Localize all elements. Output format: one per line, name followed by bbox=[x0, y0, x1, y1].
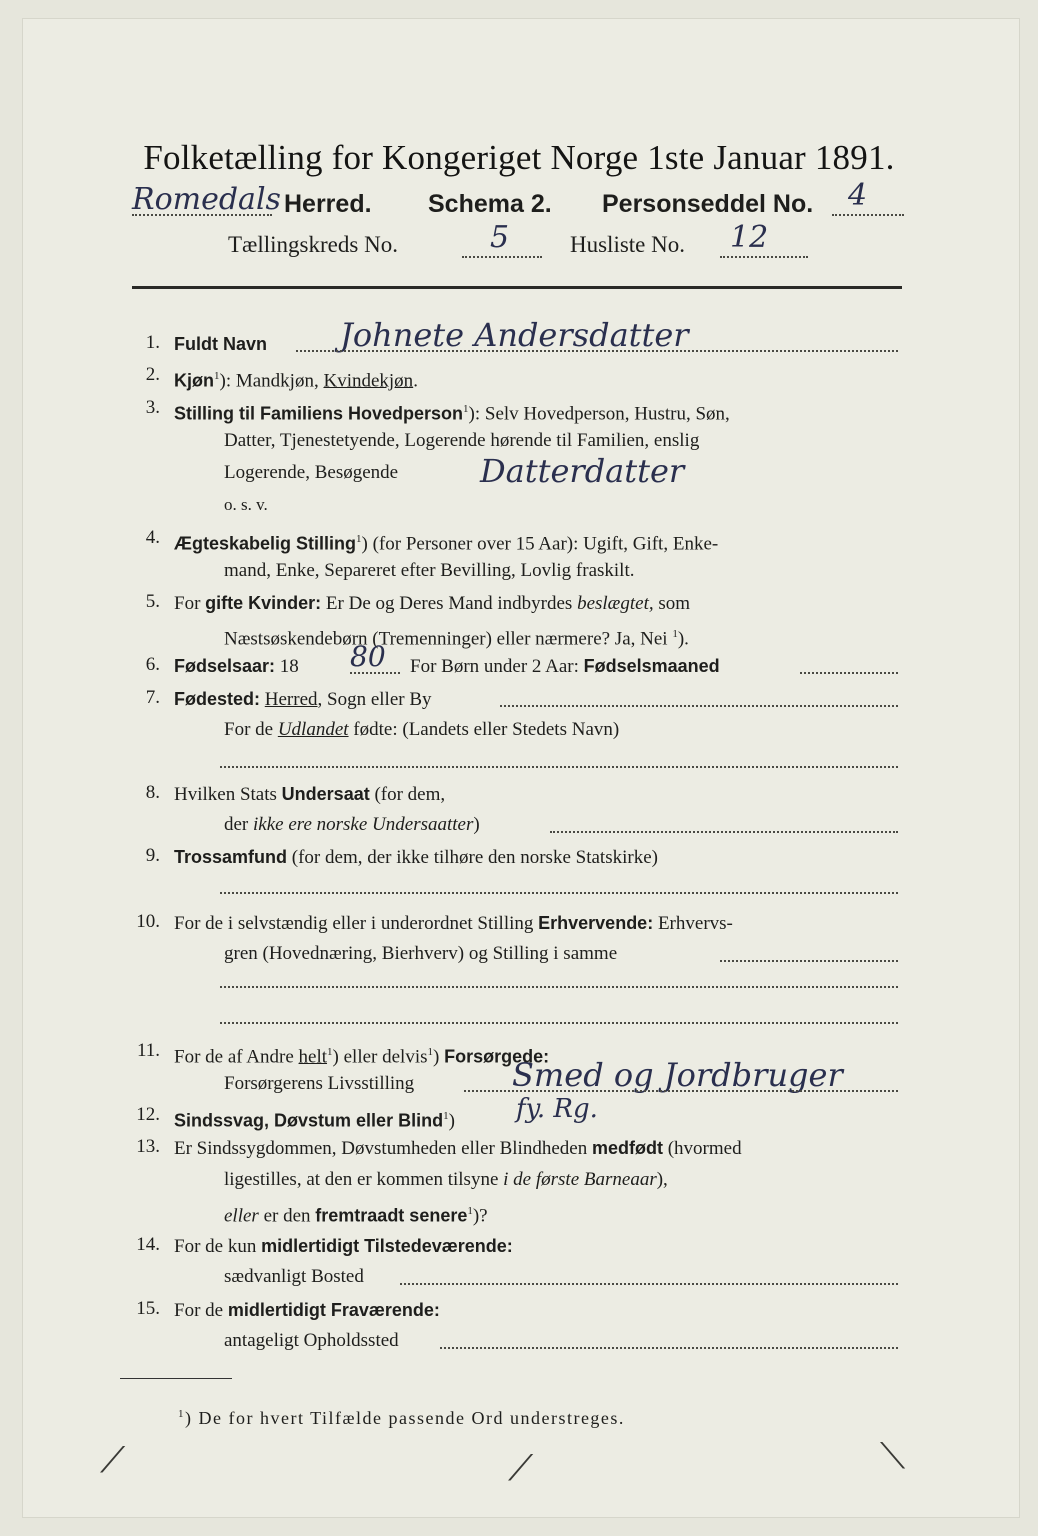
q11-line1-d: Forsørgede: bbox=[444, 1046, 550, 1067]
q10-dotted-line-3 bbox=[220, 1022, 898, 1024]
q9-text: (for dem, der ikke tilhøre den norske Statskirke) bbox=[287, 847, 658, 868]
husliste-dotted-line bbox=[720, 256, 808, 258]
q4-sup: 1 bbox=[356, 533, 362, 545]
q13-line2-a: ligestilles, at den er kommen tilsyne bbox=[224, 1169, 504, 1190]
q13-line3-b: fremtraadt senere bbox=[315, 1205, 468, 1226]
herred-dotted-line bbox=[132, 214, 272, 216]
q12-sup: 1 bbox=[443, 1110, 449, 1122]
q9-number: 9. bbox=[145, 845, 160, 866]
q6-number: 6. bbox=[145, 654, 160, 675]
q15-line1 bbox=[174, 1298, 440, 1323]
q13-line2 bbox=[224, 1168, 668, 1192]
q3-label: Stilling til Familiens Hovedperson bbox=[174, 403, 464, 424]
q2-text-a: ): Mandkjøn, bbox=[219, 370, 324, 392]
q15-number: 15. bbox=[136, 1298, 160, 1319]
corner-mark-right: ⟍ bbox=[880, 1436, 906, 1477]
q13-line1-b: medfødt bbox=[591, 1138, 663, 1158]
q7-label: Fødested: bbox=[174, 689, 261, 709]
q11-line1-a: For de af Andre bbox=[174, 1046, 299, 1068]
header-rule bbox=[132, 286, 902, 289]
q9-label: Trossamfund bbox=[174, 847, 288, 867]
q3-line1-text: ): Selv Hovedperson, Hustru, Søn, bbox=[468, 403, 730, 425]
q11-line1-b: ) eller delvis bbox=[332, 1046, 428, 1068]
q2-line bbox=[174, 364, 418, 393]
q4-line1-text: ) (for Personer over 15 Aar): Ugift, Gift, Enke- bbox=[361, 533, 719, 555]
q5-number: 5. bbox=[145, 591, 160, 612]
q11-dotted-line bbox=[464, 1090, 898, 1092]
schema-label: Schema 2. bbox=[428, 190, 552, 218]
q2-label: Kjøn bbox=[174, 370, 214, 391]
q11-helt: helt bbox=[298, 1046, 328, 1068]
q1-dotted-line bbox=[296, 350, 898, 352]
personseddel-dotted-line bbox=[832, 214, 904, 216]
husliste-label: Husliste No. bbox=[570, 232, 685, 257]
q13-line3-a: er den bbox=[258, 1205, 316, 1227]
q12-line bbox=[174, 1104, 455, 1133]
q14-line1-a: For de kun bbox=[174, 1236, 262, 1257]
q13-line2-c: ), bbox=[656, 1169, 668, 1190]
kreds-value: 5 bbox=[490, 220, 510, 255]
q15-dotted-line bbox=[440, 1347, 898, 1349]
q8-line1 bbox=[174, 782, 445, 807]
q14-line1 bbox=[174, 1234, 513, 1259]
q11-line2: Forsørgerens Livsstilling bbox=[224, 1073, 415, 1094]
q15-line1-b: midlertidigt Fraværende: bbox=[227, 1300, 440, 1320]
q8-line2-italic: ikke ere norske Undersaatter bbox=[253, 814, 474, 835]
q7-line2-italic: Udlandet bbox=[277, 719, 349, 740]
q7-line2-b: fødte: (Landets eller Stedets Navn) bbox=[348, 719, 620, 740]
q6-label: Fødselsaar: bbox=[174, 656, 276, 676]
q14-dotted-line bbox=[400, 1283, 898, 1285]
q10-number: 10. bbox=[136, 911, 160, 932]
q11-line1: For de af Andre helt$^1$) eller delvis$^1$) Forsørgede: bbox=[174, 1046, 550, 1068]
kreds-dotted-line bbox=[462, 256, 542, 258]
q7-line2 bbox=[224, 718, 619, 742]
q8-line1-c: (for dem, bbox=[369, 784, 446, 805]
form-title: Folketælling for Kongeriget Norge 1ste Januar 1891. bbox=[143, 138, 895, 177]
q1-answer: Johnete Andersdatter bbox=[340, 316, 689, 354]
q3-line3: Logerende, Besøgende bbox=[224, 462, 399, 483]
q7-herred: Herred bbox=[264, 689, 318, 710]
q8-line2-c: ) bbox=[473, 814, 480, 835]
corner-mark-left: ⟋ bbox=[100, 1440, 126, 1481]
q4-line2: mand, Enke, Separeret efter Bevilling, Lovlig fraskilt. bbox=[224, 560, 635, 581]
q6-line bbox=[174, 654, 299, 679]
q13-line3: eller er den fremtraadt senere$^1$)? bbox=[224, 1205, 488, 1227]
q6-month-dotted-line bbox=[800, 672, 898, 674]
q6-line-b bbox=[410, 654, 720, 679]
herred-label: Herred. bbox=[284, 190, 372, 218]
q2-sup: 1 bbox=[214, 370, 220, 382]
q2-text-c: . bbox=[413, 370, 418, 392]
q8-line2-a: der bbox=[224, 814, 254, 835]
q15-line2: antageligt Opholdssted bbox=[224, 1330, 399, 1351]
census-form-page bbox=[22, 18, 1020, 1518]
q9-line bbox=[174, 845, 658, 870]
q3-line2: Datter, Tjenestetyende, Logerende hørende til Familien, enslig bbox=[224, 430, 700, 451]
q4-label: Ægteskabelig Stilling bbox=[174, 533, 357, 554]
q12-end: ) bbox=[448, 1110, 455, 1132]
q2-option-kvindekjon: Kvindekjøn bbox=[323, 370, 414, 392]
q8-line1-a: Hvilken Stats bbox=[174, 784, 282, 805]
q5-line2-end: ). bbox=[677, 628, 689, 650]
q5-label-pre: For bbox=[174, 593, 206, 614]
q10-dotted-line-2 bbox=[220, 986, 898, 988]
q8-line2 bbox=[224, 813, 480, 837]
q2-number: 2. bbox=[145, 364, 160, 385]
q6-answer: 80 bbox=[350, 640, 386, 673]
q13-line3-italic: eller bbox=[224, 1205, 259, 1227]
q11-line1-c: ) bbox=[433, 1046, 445, 1068]
q3-line1 bbox=[174, 397, 730, 426]
personseddel-value: 4 bbox=[848, 178, 868, 213]
q6-year-dotted-line bbox=[350, 672, 400, 674]
q11-number: 11. bbox=[136, 1040, 160, 1061]
q10-dotted-line-1 bbox=[720, 960, 898, 962]
q10-line1-b: Erhvervende: bbox=[538, 913, 654, 933]
q1-label: Fuldt Navn bbox=[174, 334, 267, 354]
q8-line1-b: Undersaat bbox=[281, 784, 370, 804]
q3-answer: Datterdatter bbox=[480, 452, 685, 490]
q14-line2: sædvanligt Bosted bbox=[224, 1266, 364, 1287]
q15-line1-a: For de bbox=[174, 1300, 228, 1321]
q6-prefix: 18 bbox=[279, 656, 299, 677]
kreds-label: Tællingskreds No. bbox=[228, 232, 398, 257]
husliste-value: 12 bbox=[730, 220, 769, 255]
footnote-rule bbox=[120, 1378, 232, 1379]
personseddel-label: Personseddel No. bbox=[602, 190, 814, 218]
q13-line2-italic: i de første Barneaar bbox=[503, 1169, 657, 1190]
q7-line1 bbox=[174, 687, 432, 712]
q13-line1-c: (hvormed bbox=[662, 1138, 742, 1159]
q7-text: , Sogn eller By bbox=[317, 689, 432, 710]
q12-answer: fy. Rg. bbox=[516, 1094, 598, 1124]
q5-line2-text: Næstsøskendebørn (Tremenninger) eller nærmere? Ja, Nei bbox=[224, 628, 673, 650]
q5-line1-end: som bbox=[653, 593, 691, 614]
q10-line1-a: For de i selvstændig eller i underordnet Stilling bbox=[174, 913, 539, 934]
q8-number: 8. bbox=[145, 782, 160, 803]
q8-dotted-line bbox=[550, 831, 898, 833]
q4-line1 bbox=[174, 527, 718, 556]
q14-number: 14. bbox=[136, 1234, 160, 1255]
q4-number: 4. bbox=[145, 527, 160, 548]
q7-second-dotted-line bbox=[220, 766, 898, 768]
footnote bbox=[178, 1402, 625, 1430]
q10-line2: gren (Hovednæring, Bierhverv) og Stilling i samme bbox=[224, 943, 618, 964]
q9-dotted-line bbox=[220, 892, 898, 894]
q3-sup: 1 bbox=[463, 403, 469, 415]
q10-line1 bbox=[174, 911, 733, 936]
q13-line1 bbox=[174, 1136, 742, 1161]
q5-line2: Næstsøskendebørn (Tremenninger) eller nærmere? Ja, Nei $^1$). bbox=[224, 628, 689, 650]
q3-line4: o. s. v. bbox=[224, 495, 268, 514]
corner-mark-center: ⟋ bbox=[508, 1448, 534, 1489]
q6-text: For Børn under 2 Aar: bbox=[410, 656, 579, 677]
footnote-text: ) De for hvert Tilfælde passende Ord understreges. bbox=[185, 1408, 625, 1428]
q5-line1 bbox=[174, 591, 690, 616]
footnote-sup: 1 bbox=[178, 1408, 185, 1420]
q7-line2-a: For de bbox=[224, 719, 278, 740]
q7-number: 7. bbox=[145, 687, 160, 708]
herred-handwritten: Romedals bbox=[132, 182, 281, 217]
q10-line1-c: Erhvervs- bbox=[653, 913, 733, 934]
q11-answer: Smed og Jordbruger bbox=[512, 1056, 843, 1094]
q3-number: 3. bbox=[145, 397, 160, 418]
q12-number: 12. bbox=[136, 1104, 160, 1125]
q5-line1-italic: beslægtet, bbox=[577, 593, 654, 614]
q5-label: gifte Kvinder: bbox=[205, 593, 322, 613]
q12-label: Sindssvag, Døvstum eller Blind bbox=[174, 1110, 444, 1131]
q6-label2: Fødselsmaaned bbox=[583, 656, 720, 676]
q13-line3-c: )? bbox=[472, 1205, 488, 1227]
q13-number: 13. bbox=[136, 1136, 160, 1157]
q5-line1-text: Er De og Deres Mand indbyrdes bbox=[321, 593, 578, 614]
q13-line1-a: Er Sindssygdommen, Døvstumheden eller Blindheden bbox=[174, 1138, 592, 1159]
q7-dotted-line bbox=[500, 705, 898, 707]
q1-number: 1. bbox=[145, 332, 160, 353]
q14-line1-b: midlertidigt Tilstedeværende: bbox=[261, 1236, 513, 1256]
